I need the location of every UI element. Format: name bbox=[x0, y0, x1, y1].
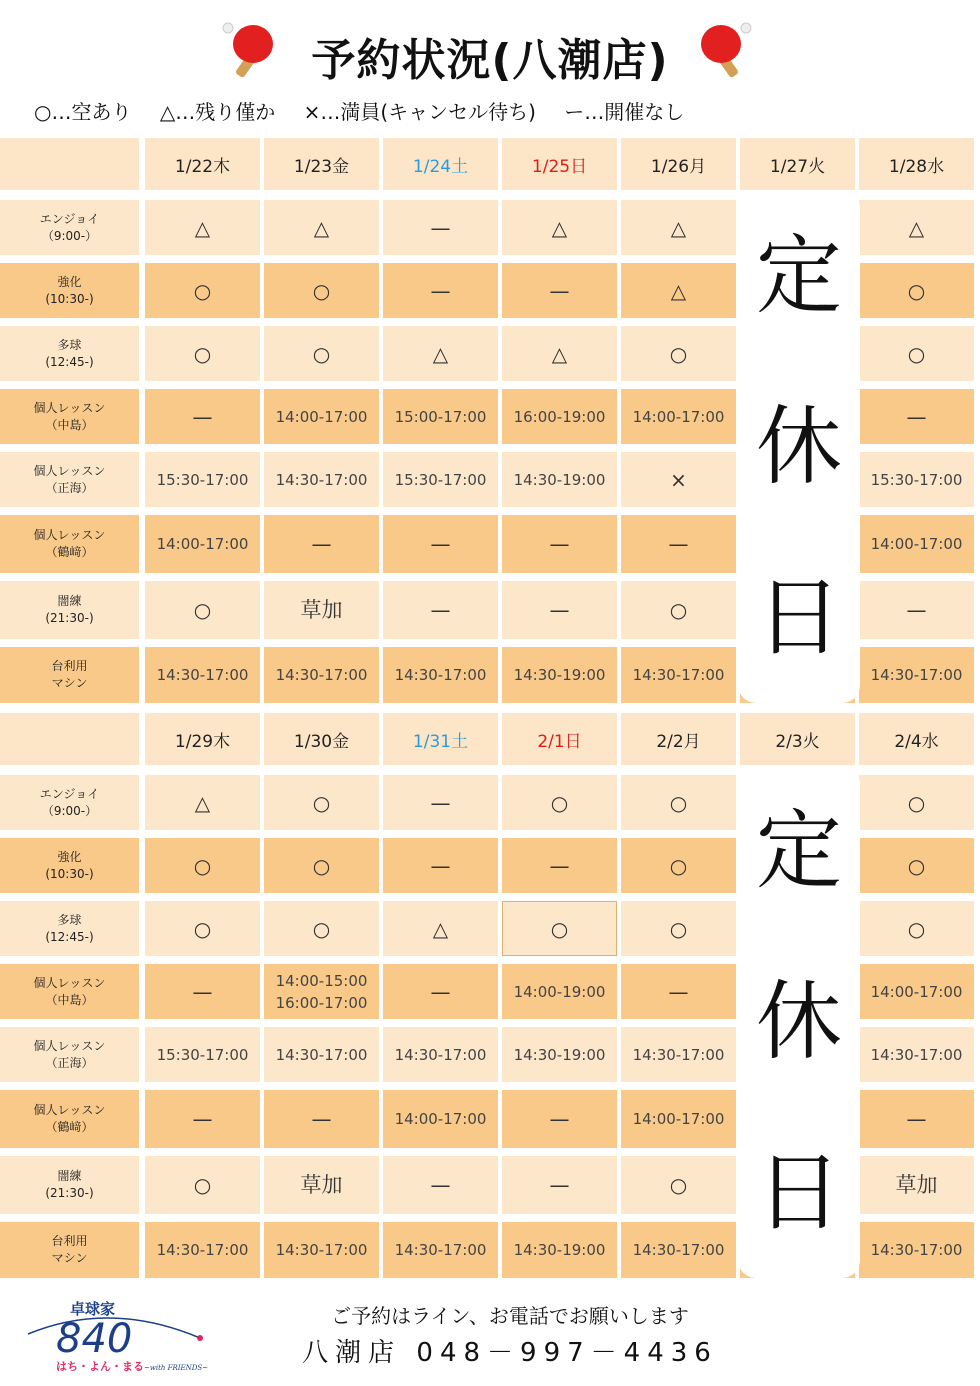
schedule-cell[interactable]: 14:00-17:00 bbox=[859, 964, 974, 1019]
schedule-cell[interactable]: ○ bbox=[264, 326, 379, 381]
row-label bbox=[0, 452, 139, 507]
schedule-cell[interactable]: 14:30-17:00 bbox=[383, 1027, 498, 1082]
logo-sub-text: ~with FRIENDS~ bbox=[144, 1364, 209, 1372]
row-label-line: 闇練 bbox=[57, 1169, 82, 1183]
schedule-cell[interactable]: △ bbox=[502, 326, 617, 381]
row-label-line: 強化 bbox=[57, 274, 82, 289]
schedule-cell[interactable]: ○ bbox=[145, 263, 260, 318]
schedule-cell[interactable]: ○ bbox=[621, 581, 736, 639]
schedule-cell[interactable]: — bbox=[383, 515, 498, 573]
ping-pong-paddle-icon bbox=[696, 20, 754, 80]
schedule-cell[interactable]: — bbox=[502, 581, 617, 639]
logo bbox=[20, 1290, 210, 1376]
row-label bbox=[0, 647, 139, 703]
legend bbox=[34, 96, 974, 125]
schedule-cell[interactable]: ○ bbox=[264, 838, 379, 893]
header bbox=[0, 18, 980, 88]
schedule-cell[interactable]: 草加 bbox=[264, 1156, 379, 1214]
schedule-cell[interactable]: ○ bbox=[859, 775, 974, 830]
row-label-line: 個人レッスン bbox=[33, 528, 106, 542]
legend-item-few-left: △…残り僅か bbox=[159, 100, 276, 124]
schedule-cell[interactable]: ○ bbox=[145, 901, 260, 956]
schedule-cell[interactable]: — bbox=[502, 1090, 617, 1148]
schedule-cell[interactable]: 14:30-17:00 bbox=[145, 1222, 260, 1278]
schedule-cell[interactable]: — bbox=[621, 515, 736, 573]
row-label bbox=[0, 901, 139, 956]
schedule-cell[interactable]: 14:30-19:00 bbox=[502, 647, 617, 703]
schedule-cell[interactable]: — bbox=[264, 515, 379, 573]
row-label bbox=[0, 1222, 139, 1278]
row-label-line: 台利用 bbox=[51, 659, 88, 673]
schedule-cell[interactable]: ○ bbox=[859, 263, 974, 318]
schedule-cell[interactable]: — bbox=[621, 964, 736, 1019]
date-header: 1/23金 bbox=[264, 138, 379, 190]
header-corner bbox=[0, 713, 139, 765]
date-header: 1/31土 bbox=[383, 713, 498, 765]
row-label-line: 多球 bbox=[57, 912, 82, 927]
schedule-cell[interactable]: — bbox=[383, 200, 498, 255]
schedule-cell[interactable]: — bbox=[502, 263, 617, 318]
schedule-cell[interactable]: ○ bbox=[621, 1156, 736, 1214]
row-label bbox=[0, 200, 139, 255]
row-label-line: (21:30-) bbox=[45, 1186, 94, 1200]
schedule-cell[interactable]: — bbox=[859, 389, 974, 444]
schedule-cell[interactable]: ○ bbox=[502, 901, 617, 956]
schedule-cell[interactable]: — bbox=[383, 1156, 498, 1214]
schedule-cell[interactable]: — bbox=[145, 964, 260, 1019]
row-label-line: （正海） bbox=[45, 480, 94, 495]
schedule-cell[interactable]: — bbox=[383, 838, 498, 893]
schedule-cell[interactable]: — bbox=[383, 964, 498, 1019]
row-label-line: 個人レッスン bbox=[33, 975, 106, 990]
schedule-cell[interactable]: 14:30-17:00 bbox=[621, 647, 736, 703]
schedule-cell[interactable]: ○ bbox=[145, 581, 260, 639]
schedule-cell-line: 14:00-15:00 bbox=[275, 971, 368, 990]
row-label-line: 多球 bbox=[57, 337, 82, 352]
schedule-cell[interactable]: ○ bbox=[859, 326, 974, 381]
schedule-cell[interactable]: — bbox=[502, 838, 617, 893]
row-label bbox=[0, 775, 139, 830]
footer-phone: 八潮店 048－997－4436 bbox=[302, 1338, 718, 1368]
schedule-cell-line: 16:00-17:00 bbox=[275, 993, 368, 1012]
schedule-cell[interactable]: △ bbox=[264, 200, 379, 255]
row-label-line: （9:00-） bbox=[41, 228, 98, 243]
row-label-line: (12:45-) bbox=[45, 354, 94, 369]
schedule-cell[interactable]: ○ bbox=[621, 838, 736, 893]
closed-day-char: 休 bbox=[756, 396, 842, 497]
ping-pong-paddle-icon bbox=[220, 20, 278, 80]
schedule-cell[interactable]: △ bbox=[621, 263, 736, 318]
schedule-cell[interactable]: 14:30-17:00 bbox=[383, 647, 498, 703]
schedule-cell[interactable]: — bbox=[264, 1090, 379, 1148]
schedule-cell[interactable]: 14:30-17:00 bbox=[621, 1222, 736, 1278]
schedule-cell[interactable]: 草加 bbox=[264, 581, 379, 639]
page-title: 予約状況(八潮店) bbox=[311, 35, 669, 86]
schedule-cell[interactable]: 14:30-17:00 bbox=[859, 647, 974, 703]
schedule-cell[interactable]: 14:30-17:00 bbox=[264, 647, 379, 703]
schedule-cell[interactable]: 14:30-17:00 bbox=[383, 1222, 498, 1278]
date-header: 2/1日 bbox=[502, 713, 617, 765]
schedule-cell[interactable]: △ bbox=[145, 775, 260, 830]
date-header: 1/25日 bbox=[502, 138, 617, 190]
date-header: 1/24土 bbox=[383, 138, 498, 190]
schedule-cell[interactable]: ○ bbox=[145, 838, 260, 893]
row-label bbox=[0, 263, 139, 318]
logo-bottom-text: はち・よん・まる bbox=[56, 1360, 144, 1373]
schedule-cell[interactable]: 14:30-17:00 bbox=[621, 1027, 736, 1082]
schedule-cell[interactable]: 14:30-17:00 bbox=[145, 647, 260, 703]
row-label-line: （鶴﨑） bbox=[45, 545, 94, 559]
schedule-cell[interactable]: 14:30-17:00 bbox=[264, 1222, 379, 1278]
schedule-cell[interactable]: 16:00-19:00 bbox=[502, 389, 617, 444]
row-label bbox=[0, 581, 139, 639]
schedule-cell[interactable]: ○ bbox=[145, 1156, 260, 1214]
row-label-line: エンジョイ bbox=[39, 211, 100, 226]
footer-reservation-note: ご予約はライン、お電話でお願いします bbox=[331, 1304, 689, 1328]
row-label-line: 台利用 bbox=[51, 1234, 88, 1248]
schedule-cell[interactable]: ○ bbox=[621, 775, 736, 830]
schedule-cell[interactable]: ○ bbox=[859, 901, 974, 956]
schedule-cell[interactable]: — bbox=[383, 263, 498, 318]
legend-item-full: ×…満員(キャンセル待ち) bbox=[303, 100, 536, 124]
date-header: 1/27火 bbox=[740, 138, 855, 190]
schedule-cell[interactable]: 15:30-17:00 bbox=[859, 452, 974, 507]
closed-day-banner bbox=[738, 765, 860, 1278]
schedule-cell[interactable]: △ bbox=[383, 326, 498, 381]
schedule-cell[interactable]: 14:00-17:00 bbox=[145, 515, 260, 573]
date-header: 1/29木 bbox=[145, 713, 260, 765]
schedule-cell[interactable]: 14:00-17:00 bbox=[383, 1090, 498, 1148]
schedule-cell[interactable]: ○ bbox=[621, 326, 736, 381]
schedule-cell[interactable]: 14:30-17:00 bbox=[859, 1027, 974, 1082]
row-label bbox=[0, 389, 139, 444]
row-label-line: 闇練 bbox=[57, 594, 82, 608]
schedule-cell[interactable] bbox=[264, 964, 379, 1019]
schedule-cell[interactable]: ○ bbox=[859, 838, 974, 893]
row-label bbox=[0, 964, 139, 1019]
schedule-cell[interactable]: 14:30-17:00 bbox=[264, 1027, 379, 1082]
row-label-line: マシン bbox=[51, 1251, 88, 1265]
row-label-line: 個人レッスン bbox=[33, 1038, 106, 1053]
schedule-cell[interactable]: ○ bbox=[621, 901, 736, 956]
schedule-cell[interactable]: 14:30-19:00 bbox=[502, 452, 617, 507]
date-header: 1/26月 bbox=[621, 138, 736, 190]
schedule-cell[interactable]: 14:30-17:00 bbox=[264, 452, 379, 507]
schedule-cell[interactable]: 15:30-17:00 bbox=[145, 452, 260, 507]
row-label-line: (12:45-) bbox=[45, 929, 94, 944]
logo-top-text: 卓球家 bbox=[70, 1300, 116, 1318]
schedule-cell[interactable]: — bbox=[859, 1090, 974, 1148]
logo-main-text: 840 bbox=[56, 1316, 133, 1362]
schedule-cell[interactable]: ○ bbox=[264, 263, 379, 318]
date-header: 1/22木 bbox=[145, 138, 260, 190]
closed-day-char: 定 bbox=[756, 225, 842, 326]
closed-day-char: 休 bbox=[756, 971, 842, 1072]
row-label-line: 個人レッスン bbox=[33, 400, 106, 415]
schedule-cell[interactable]: 草加 bbox=[859, 1156, 974, 1214]
date-header: 2/4水 bbox=[859, 713, 974, 765]
schedule-cell[interactable]: △ bbox=[502, 200, 617, 255]
row-label-line: 強化 bbox=[57, 849, 82, 864]
schedule-cell[interactable]: ○ bbox=[502, 775, 617, 830]
row-label bbox=[0, 1156, 139, 1214]
schedule-cell[interactable]: 14:00-17:00 bbox=[859, 515, 974, 573]
row-label bbox=[0, 838, 139, 893]
row-label-line: (21:30-) bbox=[45, 611, 94, 625]
row-label-line: （鶴﨑） bbox=[45, 1120, 94, 1134]
date-header: 1/28水 bbox=[859, 138, 974, 190]
header-corner bbox=[0, 138, 139, 190]
schedule-cell[interactable]: 14:00-17:00 bbox=[264, 389, 379, 444]
row-label-line: (10:30-) bbox=[45, 866, 94, 881]
schedule-cell[interactable]: — bbox=[383, 581, 498, 639]
row-label-line: マシン bbox=[51, 676, 88, 690]
closed-day-char: 定 bbox=[756, 800, 842, 901]
row-label bbox=[0, 326, 139, 381]
row-label-line: （中島） bbox=[45, 417, 94, 432]
schedule-cell[interactable]: 14:00-17:00 bbox=[621, 1090, 736, 1148]
schedule-cell[interactable]: △ bbox=[621, 200, 736, 255]
row-label-line: （中島） bbox=[45, 992, 94, 1007]
schedule-cell[interactable]: ○ bbox=[264, 775, 379, 830]
schedule-cell[interactable]: ○ bbox=[264, 901, 379, 956]
schedule-cell[interactable]: × bbox=[621, 452, 736, 507]
date-header: 2/3火 bbox=[740, 713, 855, 765]
closed-day-banner bbox=[738, 190, 860, 703]
schedule-cell[interactable]: — bbox=[502, 515, 617, 573]
legend-item-available: ○…空あり bbox=[34, 100, 132, 124]
row-label-line: 個人レッスン bbox=[33, 1103, 106, 1117]
row-label bbox=[0, 1027, 139, 1082]
date-header: 1/30金 bbox=[264, 713, 379, 765]
schedule-cell[interactable]: 14:30-17:00 bbox=[859, 1222, 974, 1278]
schedule-cell[interactable]: △ bbox=[383, 901, 498, 956]
schedule-cell[interactable]: 15:30-17:00 bbox=[145, 1027, 260, 1082]
legend-item-none: ー…開催なし bbox=[564, 100, 685, 124]
schedule-cell[interactable]: △ bbox=[145, 200, 260, 255]
schedule-cell[interactable]: △ bbox=[859, 200, 974, 255]
closed-day-char: 日 bbox=[756, 567, 842, 668]
row-label-line: （9:00-） bbox=[41, 803, 98, 818]
schedule-cell[interactable]: 14:30-19:00 bbox=[502, 1222, 617, 1278]
row-label bbox=[0, 515, 139, 573]
schedule-cell[interactable]: 14:00-19:00 bbox=[502, 964, 617, 1019]
row-label-line: エンジョイ bbox=[39, 786, 100, 801]
schedule-cell[interactable]: — bbox=[859, 581, 974, 639]
row-label bbox=[0, 1090, 139, 1148]
row-label-line: （正海） bbox=[45, 1055, 94, 1070]
schedule-cell[interactable]: — bbox=[383, 775, 498, 830]
row-label-line: 個人レッスン bbox=[33, 463, 106, 478]
schedule-cell[interactable]: 15:00-17:00 bbox=[383, 389, 498, 444]
schedule-cell[interactable]: ○ bbox=[145, 326, 260, 381]
schedule-cell[interactable]: — bbox=[145, 1090, 260, 1148]
schedule-cell[interactable]: 15:30-17:00 bbox=[383, 452, 498, 507]
closed-day-char: 日 bbox=[756, 1142, 842, 1243]
schedule-cell[interactable]: 14:00-17:00 bbox=[621, 389, 736, 444]
schedule-cell[interactable]: — bbox=[502, 1156, 617, 1214]
schedule-cell[interactable]: — bbox=[145, 389, 260, 444]
row-label-line: (10:30-) bbox=[45, 291, 94, 306]
schedule-cell[interactable]: 14:30-19:00 bbox=[502, 1027, 617, 1082]
date-header: 2/2月 bbox=[621, 713, 736, 765]
